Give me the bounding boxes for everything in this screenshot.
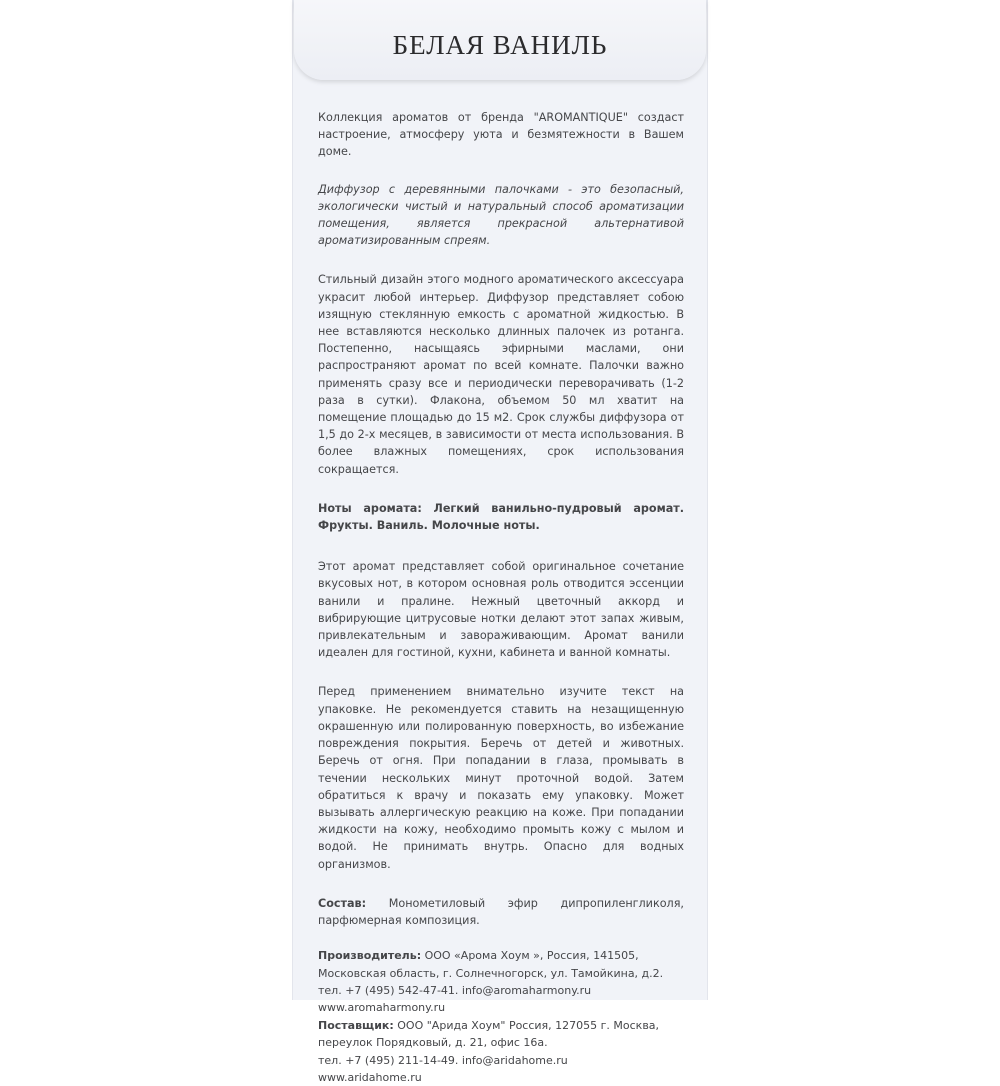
contacts-block — [318, 947, 684, 1086]
manufacturer-phone: тел. +7 (495) 542-47-41. info@aromaharmony.ru — [318, 983, 592, 997]
supplier-site: www.aridahome.ru — [318, 1070, 422, 1084]
manufacturer-value: ООО «Арома Хоум », Россия, 141505, Московская область, г. Солнечногорск, ул. Тамойкина, д.2. — [318, 949, 664, 980]
diffuser-paragraph: Диффузор с деревянными палочками - это безопасный, экологически чистый и натуральный способ ароматизации помещения, является прекрасной альтернативой ароматизированным спреям. — [318, 182, 684, 248]
composition-paragraph — [318, 895, 684, 929]
manufacturer-line — [318, 947, 684, 982]
fragrance-notes: Ноты аромата: Легкий ванильно-пудровый аромат. Фрукты. Ваниль. Молочные ноты. — [318, 501, 684, 533]
supplier-phone: тел. +7 (495) 211-14-49. info@aridahome.ru — [318, 1053, 568, 1067]
warning-paragraph: Перед применением внимательно изучите текст на упаковке. Не рекомендуется ставить на незащищенную окрашенную или полированную поверхность, во избежание повреждения покрытия. Беречь от детей и животных. Беречь от огня. При попадании в глаза, промывать в течении нескольких минут проточной водой. Затем обратиться к врачу и показать ему упаковку. Может вызывать аллергическую реакцию на коже. При попадании жидкости на кожу, необходимо промыть кожу с мылом и водой. Не принимать внутрь. Опасно для водных организмов. — [318, 685, 684, 871]
design-paragraph: Стильный дизайн этого модного ароматического аксессуара украсит любой интерьер. Диффузор представляет собою изящную стеклянную емкость с ароматной жидкостью. В нее вставляются несколько длинных палочек из ротанга. Постепенно, насыщаясь эфирными маслами, они распространяют аромат по всей комнате. Палочки важно применять сразу все и периодически переворачивать (1-2 раза в сутки). Флакона, объемом 50 мл хватит на помещение площадью до 15 м2. Срок службы диффузора от 1,5 до 2-х месяцев, в зависимости от места использования. В более влажных помещениях, срок использования сокращается. — [318, 273, 684, 476]
manufacturer-label: Производитель: — [318, 949, 422, 963]
package-text — [318, 109, 684, 1086]
title-flap — [294, 0, 706, 80]
intro-paragraph: Коллекция ароматов от бренда "AROMANTIQUE" создаст настроение, атмосферу уюта и безмятежности в Вашем доме. — [318, 111, 684, 159]
description-paragraph: Этот аромат представляет собой оригинальное сочетание вкусовых нот, в котором основная роль отводится эссенции ванили и пралине. Нежный цветочный аккорд и вибрирующие цитрусовые нотки делают этот запах живым, привлекательным и завораживающим. Аромат ванили идеален для гостиной, кухни, кабинета и ванной комнаты. — [318, 560, 684, 660]
composition-label: Состав: — [318, 896, 367, 910]
supplier-value: ООО "Арида Хоум" Россия, 127055 г. Москва, переулок Порядковый, д. 21, офис 16а. — [318, 1018, 660, 1050]
product-title: БЕЛАЯ ВАНИЛЬ — [392, 30, 608, 60]
manufacturer-site: www.aromaharmony.ru — [318, 1001, 446, 1015]
composition-value: Монометиловый эфир дипропиленгликоля, парфюмерная композиция. — [318, 896, 684, 927]
supplier-line — [318, 1017, 684, 1052]
supplier-label: Поставщик: — [318, 1018, 394, 1032]
